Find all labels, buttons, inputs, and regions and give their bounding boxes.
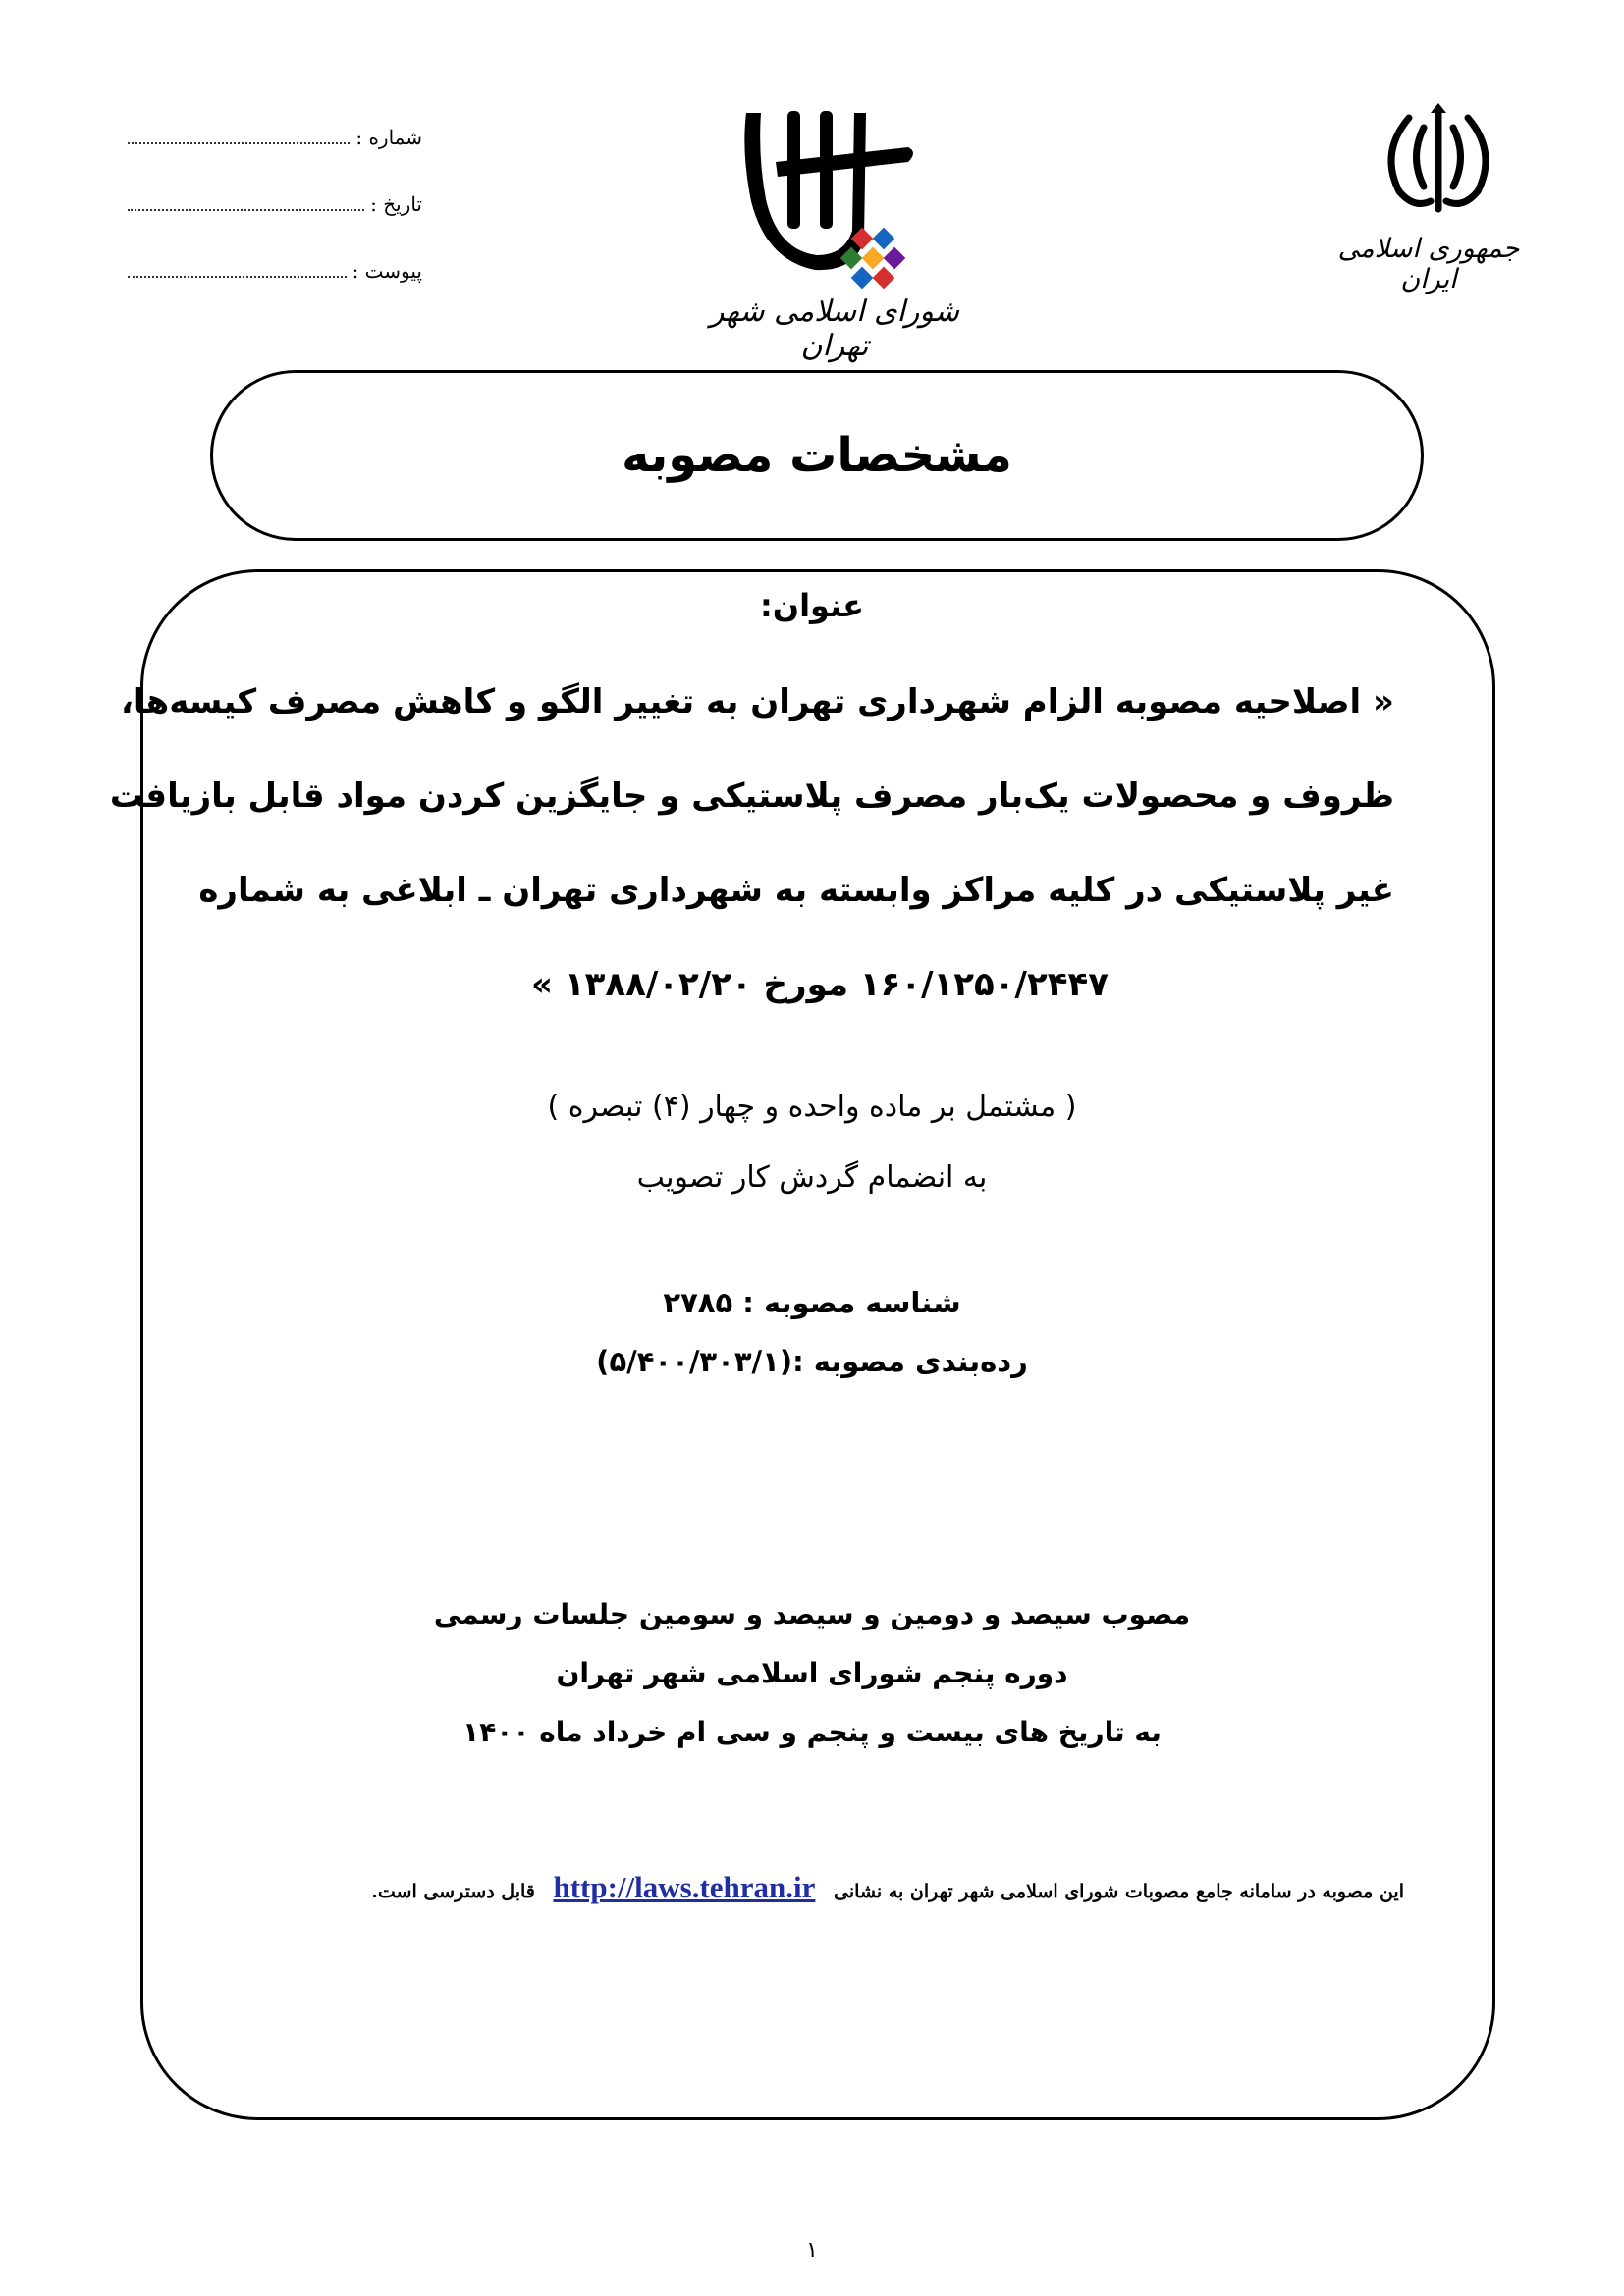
approval-line: مصوب سیصد و دومین و سیصد و سومین جلسات رسمی [433, 1598, 1191, 1630]
number-field [128, 126, 422, 192]
attachment-label: پیوست : [352, 259, 422, 283]
footer-text-after: قابل دسترسی است. [371, 1881, 535, 1902]
date-dotted-line [128, 208, 364, 211]
form-fields [128, 126, 422, 326]
page-number: ۱ [806, 2238, 818, 2263]
council-name: شورای اسلامی شهر تهران [710, 294, 959, 363]
subject-line: ۱۶۰/۱۲۵۰/۲۴۴۷ مورخ ۱۳۸۸/۰۲/۲۰ » [531, 965, 1109, 1004]
subject-line: ظروف و محصولات یک‌بار مصرف پلاستیکی و جایگزین کردن مواد قابل بازیافت [109, 776, 1394, 816]
subject-text [109, 667, 1394, 1044]
title-box [210, 370, 1424, 541]
document-title: مشخصات مصوبه [622, 428, 1012, 483]
attachment-dotted-line [128, 275, 347, 278]
resolution-id: شناسه مصوبه : ۲۷۸۵ [663, 1286, 961, 1319]
subject-label: عنوان: [759, 587, 865, 624]
date-field [128, 192, 422, 259]
footer-text-before: این مصوبه در سامانه جامع مصوبات شورای اسلامی شهر تهران به نشانی [834, 1881, 1404, 1902]
date-label: تاریخ : [370, 192, 422, 216]
laws-link[interactable]: http://laws.tehran.ir [553, 1870, 816, 1904]
composition-note: ( مشتمل بر ماده واحده و چهار (۴) تبصره ) [547, 1090, 1077, 1124]
resolution-class: رده‌بندی مصوبه :(۵/۴۰۰/۳۰۳/۱) [596, 1345, 1028, 1378]
iran-emblem [1370, 103, 1507, 221]
footer-notice [285, 1870, 1404, 1905]
subject-line: غیر پلاستیکی در کلیه مراکز وابسته به شهرداری تهران ـ ابلاغی به شماره [198, 871, 1394, 910]
country-name: جمهوری اسلامی ایران [1337, 234, 1520, 294]
approval-line: به تاریخ های بیست و پنجم و سی ام خرداد ماه ۱۴۰۰ [462, 1716, 1162, 1748]
workflow-note: به انضمام گردش کار تصویب [636, 1160, 988, 1195]
subject-line: « اصلاحیه مصوبه الزام شهرداری تهران به تغییر الگو و کاهش مصرف کیسه‌ها، [120, 682, 1394, 721]
number-dotted-line [128, 141, 350, 144]
attachment-field [128, 259, 422, 326]
approval-line: دوره پنجم شورای اسلامی شهر تهران [556, 1657, 1068, 1689]
number-label: شماره : [355, 126, 422, 149]
